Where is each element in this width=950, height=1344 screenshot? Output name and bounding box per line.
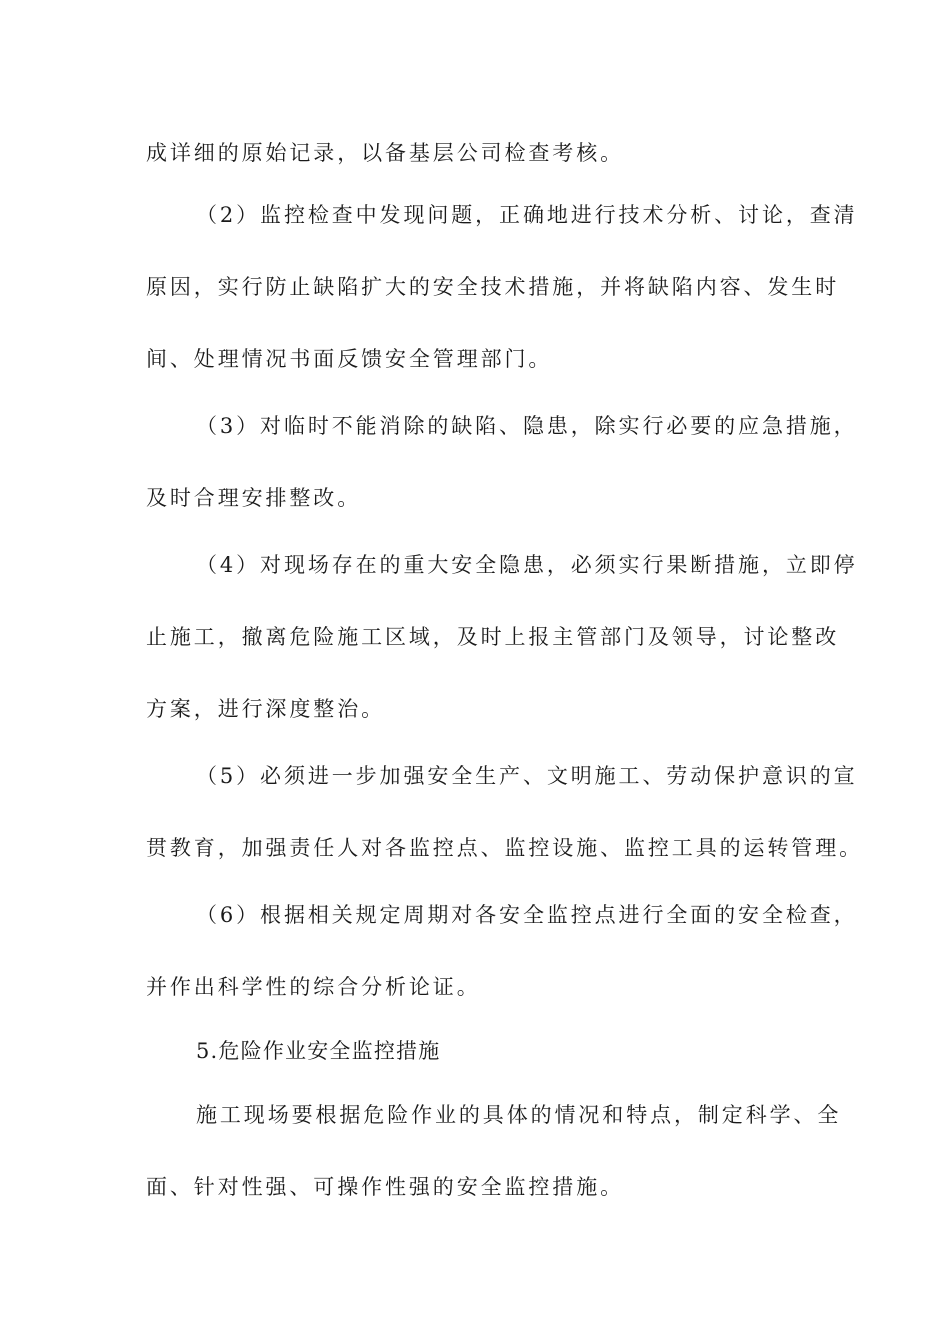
text-line: （6）根据相关规定周期对各安全监控点进行全面的安全检查， bbox=[196, 903, 858, 927]
text-line: （4）对现场存在的重大安全隐患，必须实行果断措施，立即停 bbox=[196, 553, 858, 577]
text-line: 施工现场要根据危险作业的具体的情况和特点，制定科学、全 bbox=[196, 1103, 842, 1127]
text-line: （5）必须进一步加强安全生产、文明施工、劳动保护意识的宣 bbox=[196, 764, 858, 788]
text-line: 贯教育，加强责任人对各监控点、监控设施、监控工具的运转管理。 bbox=[146, 836, 863, 860]
text-line: 止施工，撤离危险施工区域，及时上报主管部门及领导，讨论整改 bbox=[146, 625, 840, 649]
text-line: 原因，实行防止缺陷扩大的安全技术措施，并将缺陷内容、发生时 bbox=[146, 275, 840, 299]
text-line: 面、针对性强、可操作性强的安全监控措施。 bbox=[146, 1175, 624, 1199]
text-line: （2）监控检查中发现问题，正确地进行技术分析、讨论，查清 bbox=[196, 203, 858, 227]
text-line: 并作出科学性的综合分析论证。 bbox=[146, 975, 481, 999]
text-line: （3）对临时不能消除的缺陷、隐患，除实行必要的应急措施， bbox=[196, 414, 858, 438]
text-line: 及时合理安排整改。 bbox=[146, 486, 362, 510]
section-heading: 5.危险作业安全监控措施 bbox=[196, 1039, 441, 1063]
text-line: 成详细的原始记录，以备基层公司检查考核。 bbox=[146, 141, 624, 165]
text-line: 间、处理情况书面反馈安全管理部门。 bbox=[146, 347, 553, 371]
text-line: 方案，进行深度整治。 bbox=[146, 697, 385, 721]
